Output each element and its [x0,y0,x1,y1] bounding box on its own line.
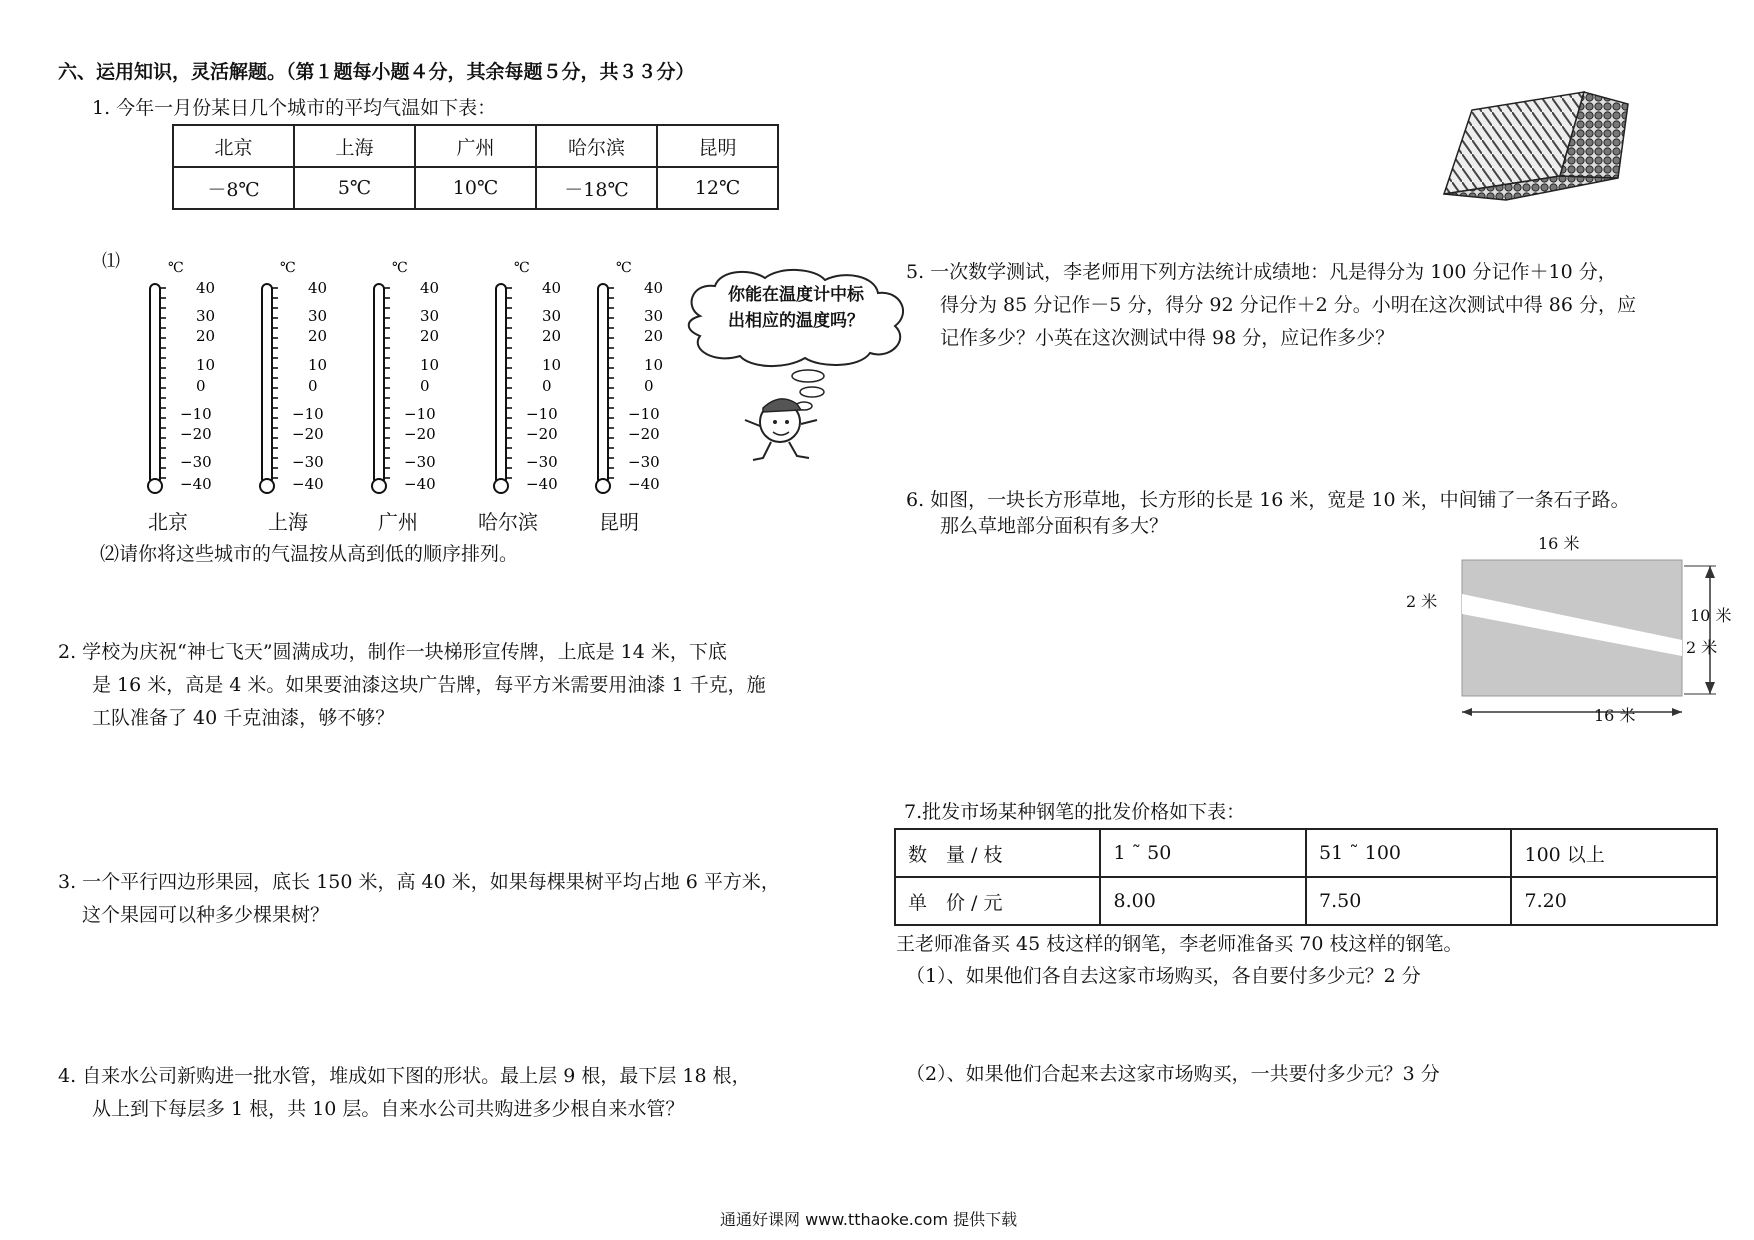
thermometer-icon [372,284,390,493]
q7-title: 7.批发市场某种钢笔的批发价格如下表： [904,801,1246,823]
thermometer-tick-label: 10 [542,356,562,374]
diagram-right-small-label: 2 米 [1686,638,1718,657]
temp-cell: －18℃ [536,167,657,209]
thermometer-tick-label: −40 [628,475,660,493]
lawn-diagram [1400,530,1740,730]
thermometer-tick-label: −30 [628,453,660,471]
thermometer-tick-label: 0 [542,377,552,395]
thermometer-tick-label: 10 [308,356,328,374]
q7-part2: （2）、如果他们合起来去这家市场购买，一共要付多少元？3 分 [906,1063,1440,1085]
section-title: 六、运用知识，灵活解题。（第１题每小题４分，其余每题５分，共３３分） [58,61,695,83]
temp-cell: 12℃ [657,167,778,209]
thermometer-tick-label: 40 [308,279,328,297]
thermometer-tick-label: 40 [644,279,664,297]
bubble-line-2: 出相应的温度吗？ [728,311,864,331]
city-cell: 昆明 [657,125,778,167]
q3-line-1: 3. 一个平行四边形果园，底长 150 米，高 40 米，如果每棵果树平均占地 6 平方米， [58,871,780,893]
thermometer-tick-label: −20 [526,425,558,443]
thermometer-tick-label: 40 [542,279,562,297]
pipe-stack-icon [1432,84,1652,202]
thermometer-label: 昆明 [599,510,639,534]
thermometer-tick-label: −20 [404,425,436,443]
q1-text: 1. 今年一月份某日几个城市的平均气温如下表： [92,97,497,119]
thermometer-tick-label: −30 [526,453,558,471]
thermometer-tick-label: 10 [644,356,664,374]
q1-part1-label: ⑴ [102,251,120,272]
q3-line-2: 这个果园可以种多少棵果树？ [82,904,330,926]
thermometer-tick-label: 30 [644,307,664,325]
quantity-cell: 51 ˜ 100 [1306,829,1512,877]
cartoon-kid-icon [735,390,835,470]
thermometer-icon [260,284,278,493]
quantity-cell: 100 以上 [1511,829,1717,877]
thermometer-unit: ℃ [392,260,408,276]
city-cell: 哈尔滨 [536,125,657,167]
thermometer-icon [596,284,614,493]
thermometer-tick-label: 40 [196,279,216,297]
diagram-right-label: 10 米 [1690,606,1732,625]
thermometer-icon [148,284,166,493]
thermometer-tick-label: −10 [292,405,324,423]
thermometer-tick-label: 30 [420,307,440,325]
thermometer-label: 北京 [148,510,188,534]
price-header-cell: 单 价 / 元 [895,877,1100,925]
footer-text: 通通好课网 www.tthaoke.com 提供下载 [720,1210,1018,1229]
thermometer-tick-label: 20 [420,327,440,345]
thermometer-tick-label: −30 [292,453,324,471]
thermometer-tick-label: −40 [526,475,558,493]
thermometer-unit: ℃ [616,260,632,276]
q5-line-1: 5. 一次数学测试，李老师用下列方法统计成绩地：凡是得分为 100 分记作＋10 分， [906,261,1617,283]
thermometer-tick-label: 20 [308,327,328,345]
q2-line-2: 是 16 米，高是 4 米。如果要油漆这块广告牌，每平方米需要用油漆 1 千克，施 [92,674,766,696]
q7-desc: 王老师准备买 45 枝这样的钢笔，李老师准备买 70 枝这样的钢笔。 [896,933,1463,955]
thermometer-tick-label: 0 [308,377,318,395]
q6-line-2: 那么草地部分面积有多大？ [940,515,1169,537]
thermometer-tick-label: 0 [196,377,206,395]
thermometer-tick-label: −30 [404,453,436,471]
thermometer-label: 上海 [268,510,308,534]
quantity-header-cell: 数 量 / 枝 [895,829,1100,877]
thermometer-tick-label: −10 [404,405,436,423]
thermometer-tick-label: −10 [628,405,660,423]
diagram-bottom-label: 16 米 [1594,706,1636,725]
q4-line-2: 从上到下每层多 1 根，共 10 层。自来水公司共购进多少根自来水管？ [92,1098,685,1120]
thermometer-tick-label: 30 [196,307,216,325]
q2-line-3: 工队准备了 40 千克油漆，够不够？ [92,707,395,729]
thermometer-tick-label: −10 [180,405,212,423]
thermometer-tick-label: 30 [542,307,562,325]
q7-part1: （1）、如果他们各自去这家市场购买，各自要付多少元？2 分 [906,965,1421,987]
q6-line-1: 6. 如图，一块长方形草地，长方形的长是 16 米，宽是 10 米，中间铺了一条石子路。 [906,489,1630,511]
thermometer-tick-label: −20 [292,425,324,443]
temp-cell: 5℃ [294,167,415,209]
city-cell: 北京 [173,125,294,167]
price-table [894,828,1718,926]
thermometer-tick-label: −30 [180,453,212,471]
thermometer-icon [494,284,512,493]
price-cell: 7.20 [1511,877,1717,925]
thermometer-tick-label: 10 [420,356,440,374]
q5-line-2: 得分为 85 分记作－5 分，得分 92 分记作＋2 分。小明在这次测试中得 86 分，应 [940,294,1637,316]
thermometer-unit: ℃ [168,260,184,276]
thermometer-label: 广州 [378,510,418,534]
thermometer-tick-label: 20 [644,327,664,345]
thermometer-tick-label: −40 [292,475,324,493]
diagram-top-label: 16 米 [1538,534,1580,553]
thermometer-label: 哈尔滨 [478,510,538,534]
quantity-cell: 1 ˜ 50 [1100,829,1306,877]
q4-line-1: 4. 自来水公司新购进一批水管，堆成如下图的形状。最上层 9 根，最下层 18 根， [58,1065,751,1087]
thermometer-tick-label: −40 [404,475,436,493]
temp-cell: －8℃ [173,167,294,209]
q1-part2: ⑵请你将这些城市的气温按从高到低的顺序排列。 [100,543,519,565]
city-cell: 广州 [415,125,536,167]
thermometer-tick-label: −20 [180,425,212,443]
thermometer-tick-label: 20 [196,327,216,345]
diagram-left-label: 2 米 [1406,592,1438,611]
q2-line-1: 2. 学校为庆祝“神七飞天”圆满成功，制作一块梯形宣传牌，上底是 14 米，下底 [58,641,727,663]
bubble-line-1: 你能在温度计中标 [728,285,864,305]
thermometer-tick-label: 0 [644,377,654,395]
thermometer-tick-label: 30 [308,307,328,325]
thermometer-tick-label: −20 [628,425,660,443]
q5-line-3: 记作多少？小英在这次测试中得 98 分，应记作多少？ [940,327,1395,349]
thermometer-tick-label: −40 [180,475,212,493]
thermometer-tick-label: 20 [542,327,562,345]
price-cell: 8.00 [1100,877,1306,925]
city-cell: 上海 [294,125,415,167]
thermometer-unit: ℃ [514,260,530,276]
thermometer-group [0,0,700,540]
thermometer-unit: ℃ [280,260,296,276]
thermometer-tick-label: 10 [196,356,216,374]
thermometer-tick-label: 0 [420,377,430,395]
thermometer-tick-label: −10 [526,405,558,423]
price-cell: 7.50 [1306,877,1512,925]
temp-cell: 10℃ [415,167,536,209]
thermometer-tick-label: 40 [420,279,440,297]
